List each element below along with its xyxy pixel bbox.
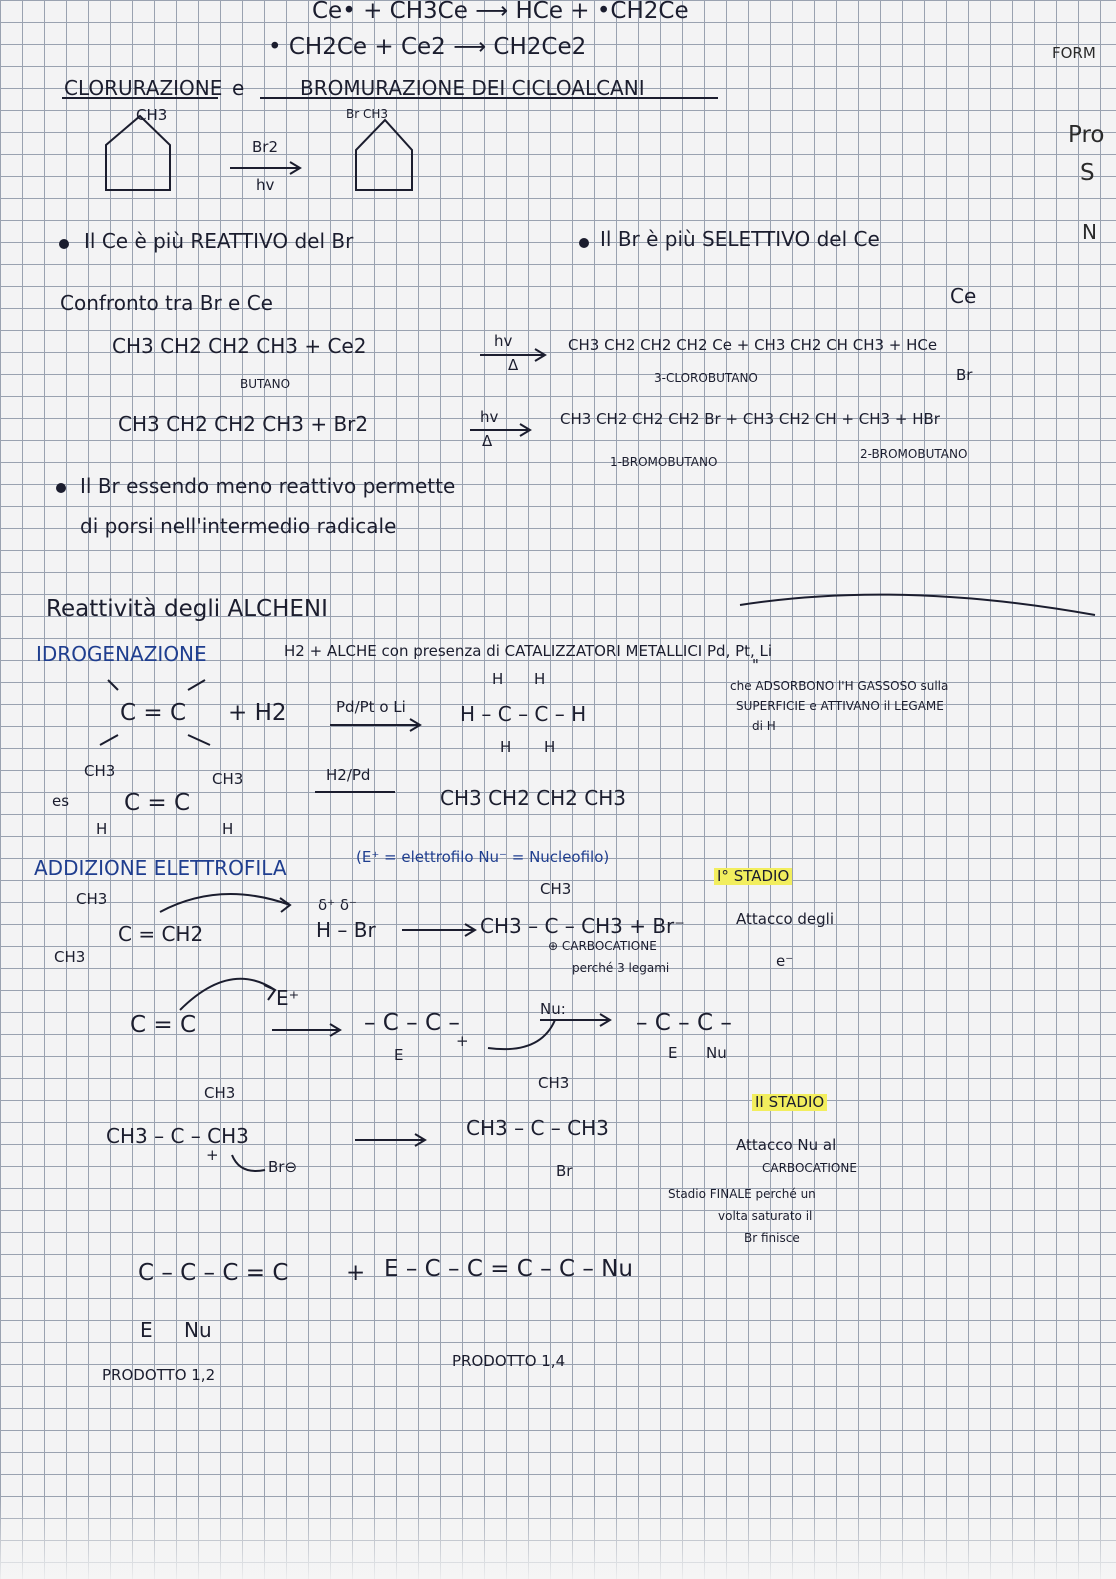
diene-e-label: E	[140, 1318, 153, 1342]
hbr-partial-charges: δ⁺ δ⁻	[318, 896, 357, 914]
idrogenazione-description: H2 + ALCHE con presenza di CATALIZZATORI METALLICI Pd, Pt, Li	[284, 642, 773, 660]
addizione-heading: ADDIZIONE ELETTROFILA	[34, 856, 287, 880]
general-e-label-1: E	[394, 1046, 404, 1064]
hbr-molecule: H – Br	[316, 918, 376, 942]
reaction1-products: CH3 CH2 CH2 CH2 Ce + CH3 CH2 CH CH3 + HCe	[568, 336, 938, 354]
reaction1-hv: hv	[494, 332, 513, 350]
butene-double-bond: C = C	[124, 790, 191, 816]
three-bonds-note: perché 3 legami	[572, 961, 670, 975]
reaction1-reactants: CH3 CH2 CH2 CH3 + Ce2	[112, 334, 367, 358]
equation-2: • CH2Ce + Ce2 ⟶ CH2Ce2	[268, 34, 587, 60]
alkene-structure: C = C	[120, 700, 187, 726]
isobutene-ch3-bottom: CH3	[54, 948, 86, 966]
bullet-reactivity: Il Ce è più REATTIVO del Br	[84, 229, 354, 253]
product-1-2-label: PRODOTTO 1,2	[102, 1366, 216, 1384]
butene-h-right: H	[222, 820, 234, 838]
section-title-e: e	[232, 76, 245, 100]
idrogenazione-heading: IDROGENAZIONE	[36, 642, 207, 666]
cation-plus: +	[206, 1146, 219, 1164]
general-nu-label: Nu	[706, 1044, 727, 1062]
carbocation-structure: CH3 – C – CH3 + Br⁻	[480, 914, 685, 938]
stadio-2-label: II STADIO	[752, 1094, 827, 1111]
h2-pd-label: H2/Pd	[326, 766, 371, 784]
cyclo-substituents: Br CH3	[346, 107, 389, 121]
bullet-br-note-line2: di porsi nell'intermedio radicale	[80, 514, 397, 538]
comparison-heading: Confronto tra Br e Ce	[60, 291, 273, 315]
cyclopentane-right	[356, 120, 412, 190]
cation-ch3-top: CH3	[204, 1084, 236, 1102]
alkenes-heading: Reattività degli ALCHENI	[46, 596, 328, 622]
reaction2-delta: Δ	[482, 432, 493, 450]
plus-h2: + H2	[228, 700, 287, 726]
equation-1: Ce• + CH3Ce ⟶ HCe + •CH2Ce	[312, 0, 689, 24]
cation-plus-sign: +	[456, 1032, 469, 1050]
diene-plus: +	[346, 1260, 366, 1286]
stadio-1-label: I° STADIO	[714, 868, 792, 885]
butene-h-left: H	[96, 820, 108, 838]
example-label: es	[52, 792, 70, 810]
product-1-4-label: PRODOTTO 1,4	[452, 1352, 566, 1370]
addizione-definitions: (E⁺ = elettrofilo Nu⁻ = Nucleofilo)	[356, 848, 610, 866]
bullet-br-note-line1: Il Br essendo meno reattivo permette	[80, 474, 456, 498]
idro-note-line2: SUPERFICIE e ATTIVANO il LEGAME	[736, 699, 944, 713]
isobutene-ch3-top: CH3	[76, 890, 108, 908]
idro-ditto-mark: "	[752, 656, 759, 674]
product-br: Br	[556, 1162, 573, 1180]
ce-substituent-label: Ce	[950, 284, 977, 308]
final-stage-line2: volta saturato il	[718, 1209, 813, 1223]
diene-structure: C – C – C = C	[138, 1260, 289, 1286]
cyclopentane-left	[106, 116, 170, 190]
cyclo-hv-label: hv	[256, 176, 275, 194]
general-product: – C – C –	[636, 1010, 732, 1036]
general-e-label-2: E	[668, 1044, 678, 1062]
nu-attack-line1: Attacco Nu al	[736, 1136, 837, 1154]
br-substituent-label: Br	[956, 366, 973, 384]
idro-note-line3: di H	[752, 719, 776, 733]
tert-butyl-cation: CH3 – C – CH3	[106, 1124, 249, 1148]
clorobutano-label: 3-CLOROBUTANO	[654, 371, 758, 385]
butane-product: CH3 CH2 CH2 CH3	[440, 786, 626, 810]
tert-butyl-bromide: CH3 – C – CH3	[466, 1116, 609, 1140]
reaction2-hv: hv	[480, 408, 499, 426]
idro-note-line1: che ADSORBONO l'H GASSOSO sulla	[730, 679, 949, 693]
section-title-a: CLORURAZIONE	[64, 76, 223, 100]
isobutene-structure: C = CH2	[118, 922, 204, 946]
final-stage-line3: Br finisce	[744, 1231, 800, 1245]
butene-ch3-left: CH3	[84, 762, 116, 780]
pd-catalyst-label: Pd/Pt o Li	[336, 698, 406, 716]
cyclo-ch3-label: CH3	[136, 106, 168, 124]
carbocation-label: ⊕ CARBOCATIONE	[548, 939, 657, 953]
general-alkene: C = C	[130, 1012, 197, 1038]
alkane-h-bottom-1: H	[500, 738, 512, 756]
butene-ch3-right: CH3	[212, 770, 244, 788]
electron-attack-note: Attacco degli	[736, 910, 834, 928]
reaction2-products: CH3 CH2 CH2 CH2 Br + CH3 CH2 CH + CH3 + HBr	[560, 410, 940, 428]
margin-note-3: S	[1080, 160, 1095, 186]
final-stage-line1: Stadio FINALE perché un	[668, 1187, 816, 1201]
bromobutano2-label: 2-BROMOBUTANO	[860, 447, 968, 461]
cyclo-br2-label: Br2	[252, 138, 279, 156]
nucleophile-label: Nu:	[540, 1000, 566, 1018]
bromobutano1-label: 1-BROMOBUTANO	[610, 455, 718, 469]
bullet-selectivity: Il Br è più SELETTIVO del Ce	[600, 227, 880, 251]
alkane-h-top-2: H	[534, 670, 546, 688]
alkane-h-bottom-2: H	[544, 738, 556, 756]
carbocation-ch3-top: CH3	[540, 880, 572, 898]
bromide-anion: Br⊖	[268, 1158, 298, 1176]
margin-note-1: FORM	[1052, 44, 1096, 62]
alkane-h-top-1: H	[492, 670, 504, 688]
general-cation: – C – C –	[364, 1010, 460, 1036]
product-ch3-top: CH3	[538, 1074, 570, 1092]
reaction1-delta: Δ	[508, 356, 519, 374]
alkane-structure: H – C – C – H	[460, 702, 587, 726]
margin-note-2: Pro	[1068, 122, 1105, 148]
section-title-b: BROMURAZIONE DEI CICLOALCANI	[300, 76, 645, 100]
reaction2-reactants: CH3 CH2 CH2 CH3 + Br2	[118, 412, 369, 436]
electrophile-label: E⁺	[276, 986, 300, 1010]
diene-nu-label: Nu	[184, 1318, 212, 1342]
product-1-4-structure: E – C – C = C – C – Nu	[384, 1256, 633, 1282]
margin-note-4: N	[1082, 220, 1097, 244]
nu-attack-line2: CARBOCATIONE	[762, 1161, 857, 1175]
butano-label: BUTANO	[240, 377, 291, 391]
electron-symbol: e⁻	[776, 952, 794, 970]
